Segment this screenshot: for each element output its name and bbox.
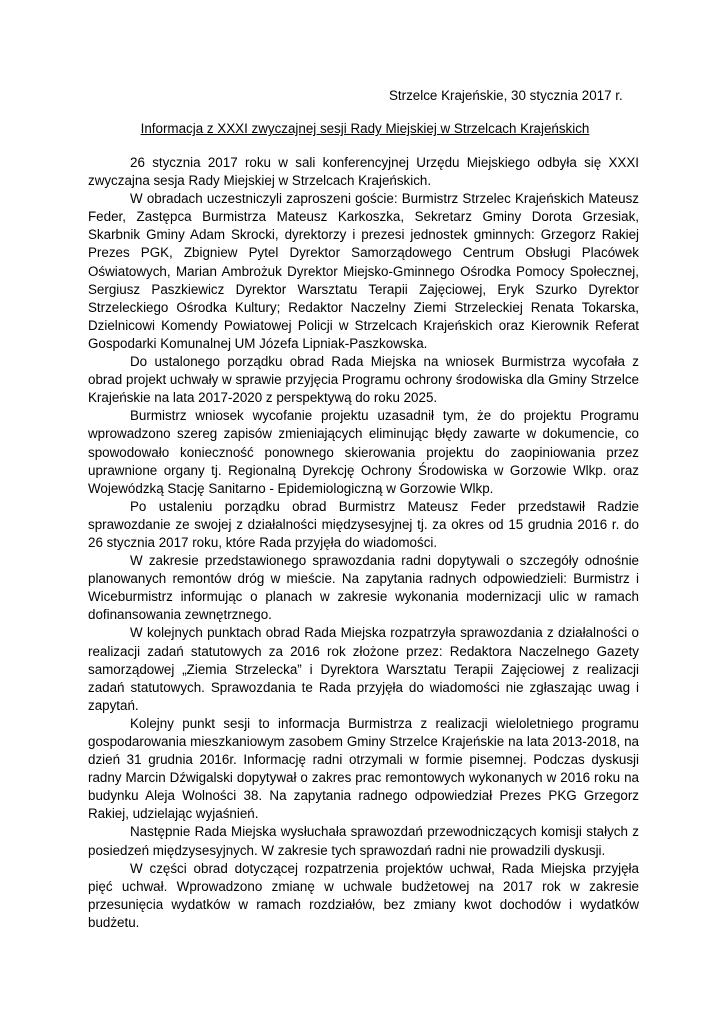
paragraph: Następnie Rada Miejska wysłuchała sprawozdań przewodniczących komisji stałych z posiedzeń międzysesyjnych. W zakresie tych sprawozdań radni nie prowadzili dyskusji.: [88, 824, 639, 858]
document-date: Strzelce Krajeńskie, 30 stycznia 2017 r.: [389, 88, 623, 103]
paragraph: 26 stycznia 2017 roku w sali konferencyjnej Urzędu Miejskiego odbyła się XXXI zwyczajna sesja Rady Miejskiej w Strzelcach Krajeńskich.: [88, 155, 639, 189]
paragraph: Po ustaleniu porządku obrad Burmistrz Mateusz Feder przedstawił Radzie sprawozdanie ze swojej z działalności międzysesyjnej tj. za okres od 15 grudnia 2016 r. do 26 stycznia 2017 roku, które Rada przyjęła do wiadomości.: [88, 498, 639, 550]
paragraph: Burmistrz wniosek wycofanie projektu uzasadnił tym, że do projektu Programu wprowadzono szereg zapisów zmieniających eliminując błędy zawarte w dokumencie, co spowodowało konieczność ponownego skierowania projektu do zaopiniowania przez uprawnione organy tj. Regionalną Dyrekcję Ochrony Środowiska w Gorzowie Wlkp. oraz Wojewódzką Stację Sanitarno - Epidemiologiczną w Gorzowie Wlkp.: [88, 408, 639, 496]
paragraph: Do ustalonego porządku obrad Rada Miejska na wniosek Burmistrza wycofała z obrad projekt uchwały w sprawie przyjęcia Programu ochrony środowiska dla Gminy Strzelce Krajeńskie na lata 2017-2020 z perspektywą do roku 2025.: [88, 354, 639, 406]
document-title: Informacja z XXXI zwyczajnej sesji Rady Miejskiej w Strzelcach Krajeńskich: [140, 121, 590, 136]
paragraph: W obradach uczestniczyli zaproszeni goście: Burmistrz Strzelec Krajeńskich Mateusz Feder, Zastępca Burmistrza Mateusz Karkoszka, Sekretarz Gminy Dorota Grzesiak, Skarbnik Gminy Adam Skrocki, dyrektorzy i prezesi jednostek gminnych: Grzegorz Rakiej Prezes PGK, Zbigniew Pytel Dyrektor Samorządowego Centrum Obsługi Placówek Oświatowych, Marian Ambrożuk Dyrektor Miejsko-Gminnego Ośrodka Pomocy Społecznej, Sergiusz Paszkiewicz Dyrektor Warsztatu Terapii Zajęciowej, Eryk Szurko Dyrektor Strzeleckiego Ośrodka Kultury; Redaktor Naczelny Ziemi Strzeleckiej Renata Tokarska, Dzielnicowi Komendy Powiatowej Policji w Strzelcach Krajeńskich oraz Kierownik Referat Gospodarki Komunalnej UM Józefa Lipniak-Paszkowska.: [88, 191, 639, 351]
paragraph: W części obrad dotyczącej rozpatrzenia projektów uchwał, Rada Miejska przyjęła pięć uchwał. Wprowadzono zmianę w uchwale budżetowej na 2017 rok w zakresie przesunięcia wydatków w ramach rozdziałów, bez zmiany kwot dochodów i wydatków budżetu.: [88, 860, 639, 930]
paragraph: W kolejnych punktach obrad Rada Miejska rozpatrzyła sprawozdania z działalności o realizacji zadań statutowych za 2016 rok złożone przez: Redaktora Naczelnego Gazety samorządowej „Ziemia Strzelecka” i Dyrektora Warsztatu Terapii Zajęciowej z realizacji zadań statutowych. Sprawozdania te Rada przyjęła do wiadomości nie zgłaszając uwag i zapytań.: [88, 625, 639, 713]
paragraph: Kolejny punkt sesji to informacja Burmistrza z realizacji wieloletniego programu gospodarowania mieszkaniowym zasobem Gminy Strzelce Krajeńskie na lata 2013-2018, na dzień 31 grudnia 2016r. Informację radni otrzymali w formie pisemnej. Podczas dyskusji radny Marcin Dźwigalski dopytywał o zakres prac remontowych wykonanych w 2016 roku na budynku Aleja Wolności 38. Na zapytania radnego odpowiedział Prezes PKG Grzegorz Rakiej, udzielając wyjaśnień.: [88, 715, 639, 822]
paragraph: W zakresie przedstawionego sprawozdania radni dopytywali o szczegóły odnośnie planowanych remontów dróg w mieście. Na zapytania radnych odpowiedzieli: Burmistrz i Wiceburmistrz informując o planach w zakresie wykonania modernizacji ulic w ramach dofinansowania zewnętrznego.: [88, 553, 639, 623]
document-body: [88, 154, 639, 932]
